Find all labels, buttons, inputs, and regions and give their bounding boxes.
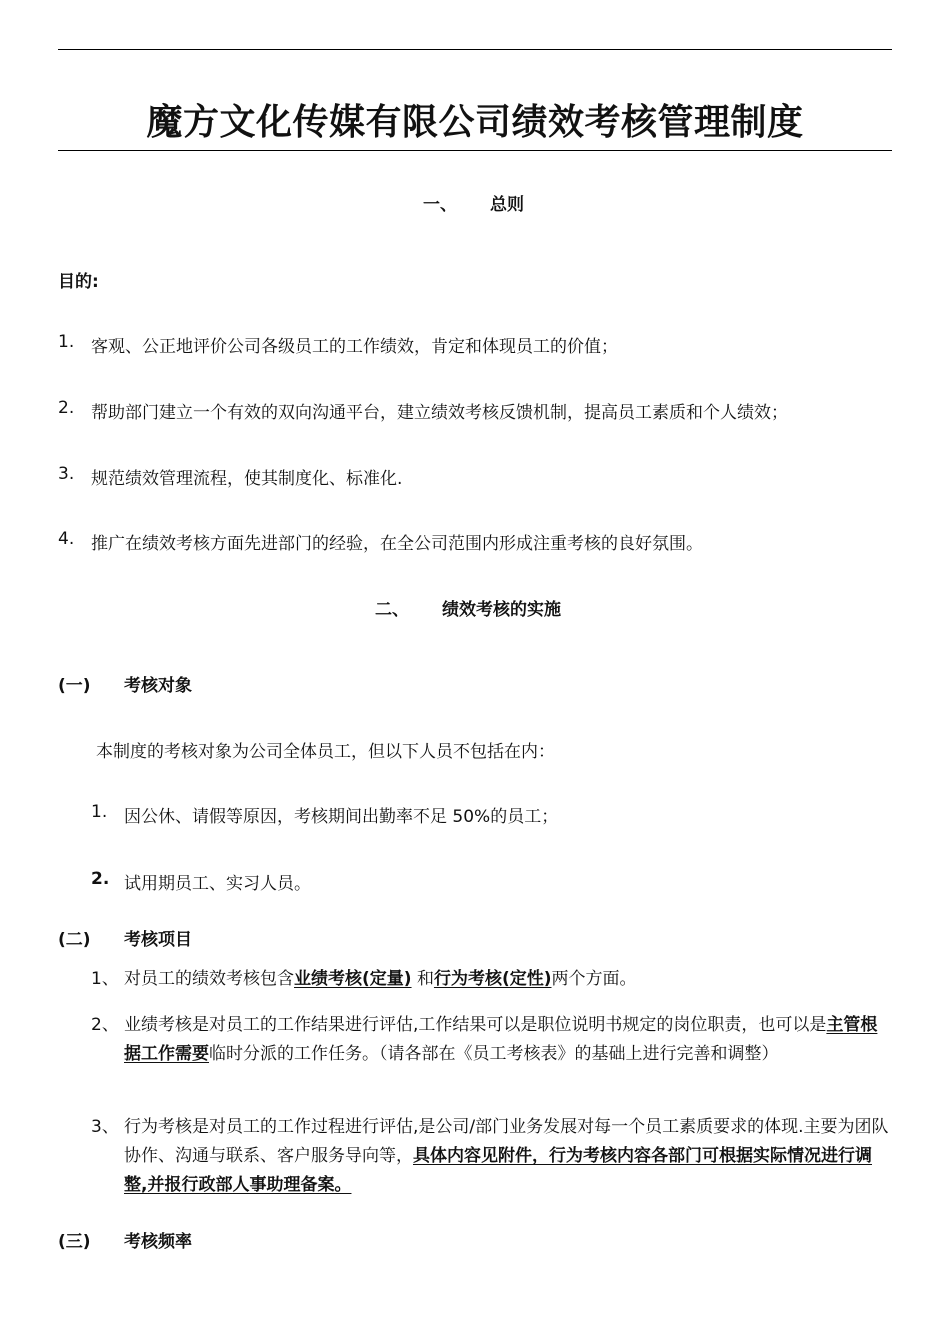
title-rule bbox=[58, 150, 892, 151]
purpose-item-3-number: 3. bbox=[58, 464, 75, 484]
assessment-item-2 bbox=[91, 1011, 894, 1069]
section-1-heading: 总则 bbox=[490, 195, 524, 215]
purpose-label: 目的: bbox=[58, 272, 99, 292]
subsection-2-number: (二) bbox=[58, 930, 91, 950]
exclusion-1-number: 1. bbox=[91, 802, 108, 822]
section-2-heading: 绩效考核的实施 bbox=[442, 600, 561, 620]
assessment-item-1 bbox=[91, 965, 894, 994]
assessment-item-3-number: 3、 bbox=[91, 1117, 119, 1137]
purpose-item-1-number: 1. bbox=[58, 332, 75, 352]
item-1-emphasis-performance: 业绩考核(定量) bbox=[294, 969, 412, 989]
item-2-text-a: 业绩考核是对员工的工作结果进行评估,工作结果可以是职位说明书规定的岗位职责，也可以是 bbox=[124, 1015, 827, 1035]
purpose-item-3: 规范绩效管理流程，使其制度化、标准化. bbox=[91, 469, 403, 489]
purpose-item-1: 客观、公正地评价公司各级员工的工作绩效，肯定和体现员工的价值； bbox=[91, 337, 618, 357]
item-1-text-a: 对员工的绩效考核包含 bbox=[124, 969, 294, 989]
assessment-item-1-number: 1、 bbox=[91, 969, 119, 989]
purpose-item-2-number: 2. bbox=[58, 398, 75, 418]
document-title: 魔方文化传媒有限公司绩效考核管理制度 bbox=[146, 102, 804, 143]
item-3-text-a: 行为考核是对员工的工作过程进行评估,是公司/部门业务发展对每一个员工素质要求的体现.主要为团队协作、沟通与联系、客户服务导向等， bbox=[124, 1117, 889, 1166]
item-1-text-b: 和 bbox=[411, 969, 434, 989]
exclusion-1: 因公休、请假等原因，考核期间出勤率不足 50%的员工； bbox=[124, 807, 559, 827]
top-rule bbox=[58, 49, 892, 50]
scope-intro: 本制度的考核对象为公司全体员工，但以下人员不包括在内： bbox=[96, 742, 555, 762]
item-1-emphasis-behavior: 行为考核(定性) bbox=[433, 969, 552, 989]
exclusion-2: 试用期员工、实习人员。 bbox=[124, 874, 311, 894]
subsection-2-heading: 考核项目 bbox=[124, 930, 192, 950]
item-2-text-b: 临时分派的工作任务。（请各部在《员工考核表》的基础上进行完善和调整） bbox=[209, 1044, 779, 1064]
subsection-1-number: (一) bbox=[58, 676, 91, 696]
purpose-item-4-number: 4. bbox=[58, 529, 75, 549]
assessment-item-3 bbox=[91, 1113, 894, 1200]
section-2-number: 二、 bbox=[375, 600, 409, 620]
item-2-emphasis: 主管根据工作需要 bbox=[124, 1015, 878, 1064]
item-3-emphasis: 具体内容见附件，行为考核内容各部门可根据实际情况进行调整,并报行政部人事助理备案。 bbox=[124, 1146, 872, 1195]
purpose-item-4: 推广在绩效考核方面先进部门的经验，在全公司范围内形成注重考核的良好氛围。 bbox=[91, 534, 703, 554]
subsection-3-number: (三) bbox=[58, 1232, 91, 1252]
subsection-1-heading: 考核对象 bbox=[124, 676, 192, 696]
section-1-number: 一、 bbox=[423, 195, 457, 215]
exclusion-2-number: 2. bbox=[91, 869, 110, 889]
purpose-item-2: 帮助部门建立一个有效的双向沟通平台，建立绩效考核反馈机制，提高员工素质和个人绩效； bbox=[91, 403, 788, 423]
subsection-3-heading: 考核频率 bbox=[124, 1232, 192, 1252]
assessment-item-2-number: 2、 bbox=[91, 1015, 119, 1035]
item-1-text-c: 两个方面。 bbox=[551, 969, 637, 989]
